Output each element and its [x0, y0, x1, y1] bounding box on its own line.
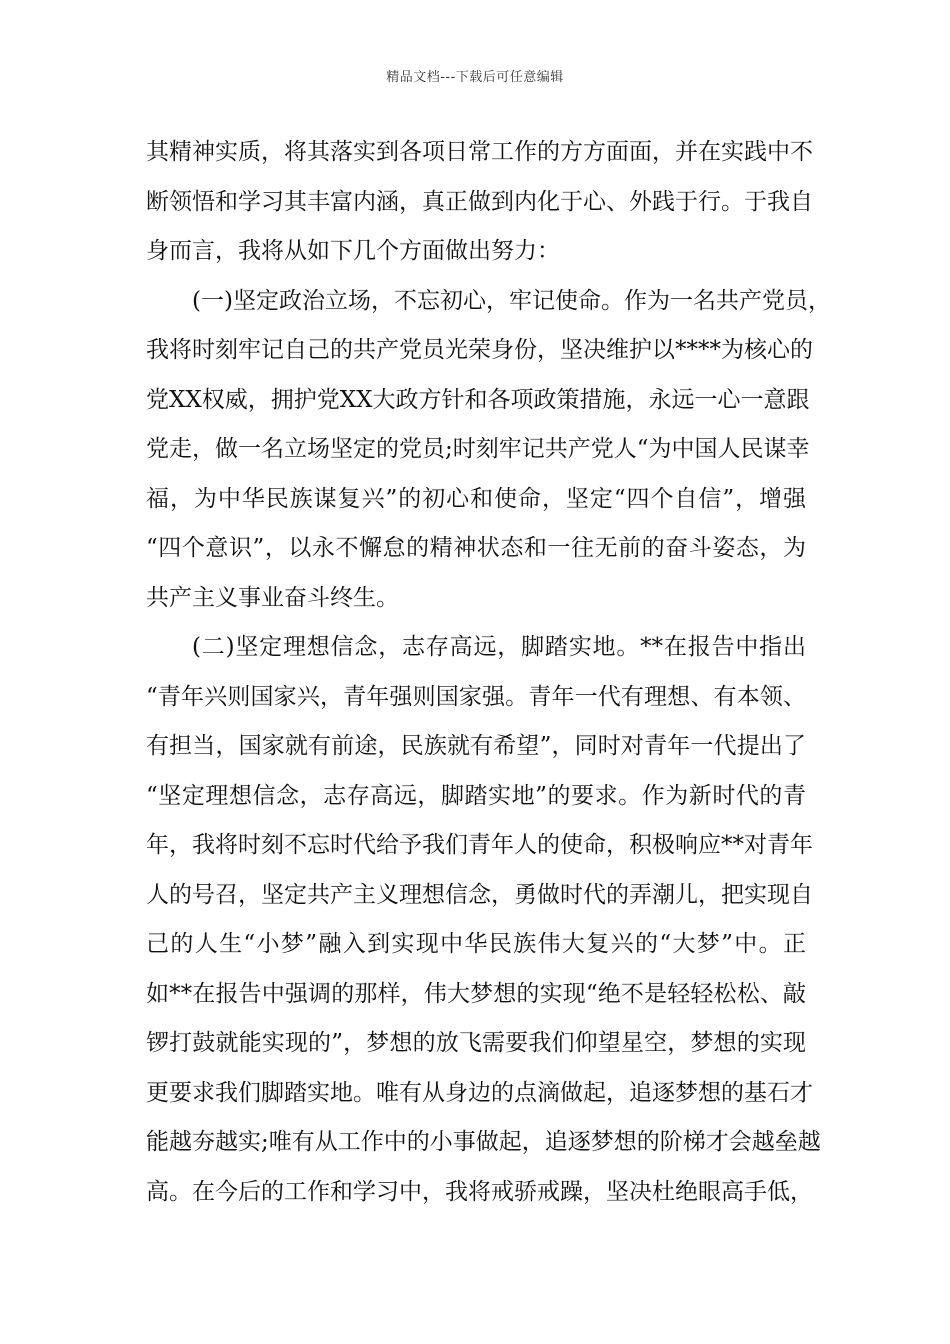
text-line: 更要求我们脚踏实地。唯有从身边的点滴做起，追逐梦想的基石才	[146, 1079, 813, 1106]
section-heading-line: (二)坚定理想信念，志存高远，脚踏实地。**在报告中指出	[192, 634, 806, 660]
text-line: 锣打鼓就能实现的”，梦想的放飞需要我们仰望星空，梦想的实现	[146, 1030, 806, 1056]
text-line: “青年兴则国家兴，青年强则国家强。青年一代有理想、有本领、	[146, 683, 806, 710]
text-line: 福，为中华民族谋复兴”的初心和使命，坚定“四个自信”，增强	[146, 485, 806, 512]
text-line: 高。在今后的工作和学习中，我将戒骄戒躁，坚决杜绝眼高手低，	[146, 1178, 813, 1205]
text-line: 我将时刻牢记自己的共产党员光荣身份，坚决维护以****为核心的	[146, 337, 813, 363]
text-line: 断领悟和学习其丰富内涵，真正做到内化于心、外践于行。于我自	[146, 188, 813, 215]
text-line: 能越夯越实;唯有从工作中的小事做起，追逐梦想的阶梯才会越垒越	[146, 1129, 821, 1155]
text-line: 共产主义事业奋斗终生。	[146, 584, 399, 611]
text-line: 有担当，国家就有前途，民族就有希望”，同时对青年一代提出了	[146, 733, 806, 759]
section-heading-line: (一)坚定政治立场，不忘初心，牢记使命。作为一名共产党员，	[192, 287, 831, 314]
text-line: 年，我将时刻不忘时代给予我们青年人的使命，积极响应**对青年	[146, 832, 813, 858]
document-body	[146, 128, 831, 1217]
text-line: 党走，做一名立场坚定的党员;时刻牢记共产党人“为中国人民谋幸	[146, 436, 810, 462]
text-line: 其精神实质，将其落实到各项日常工作的方方面面，并在实践中不	[146, 139, 813, 165]
page-header: 精品文档---下载后可任意编辑	[386, 70, 564, 85]
text-line: “四个意识”，以永不懈怠的精神状态和一往无前的奋斗姿态，为	[146, 535, 806, 561]
text-line: 人的号召，坚定共产主义理想信念，勇做时代的弄潮儿，把实现自	[146, 881, 813, 908]
text-line: “坚定理想信念，志存高远，脚踏实地”的要求。作为新时代的青	[146, 782, 806, 809]
text-line: 己的人生“小梦”融入到实现中华民族伟大复兴的“大梦”中。正	[146, 931, 806, 957]
text-line: 如**在报告中强调的那样，伟大梦想的实现“绝不是轻轻松松、敲	[146, 980, 806, 1007]
text-line: 身而言，我将从如下几个方面做出努力：	[146, 238, 560, 264]
text-line: 党XX权威，拥护党XX大政方针和各项政策措施，永远一心一意跟	[146, 386, 810, 413]
